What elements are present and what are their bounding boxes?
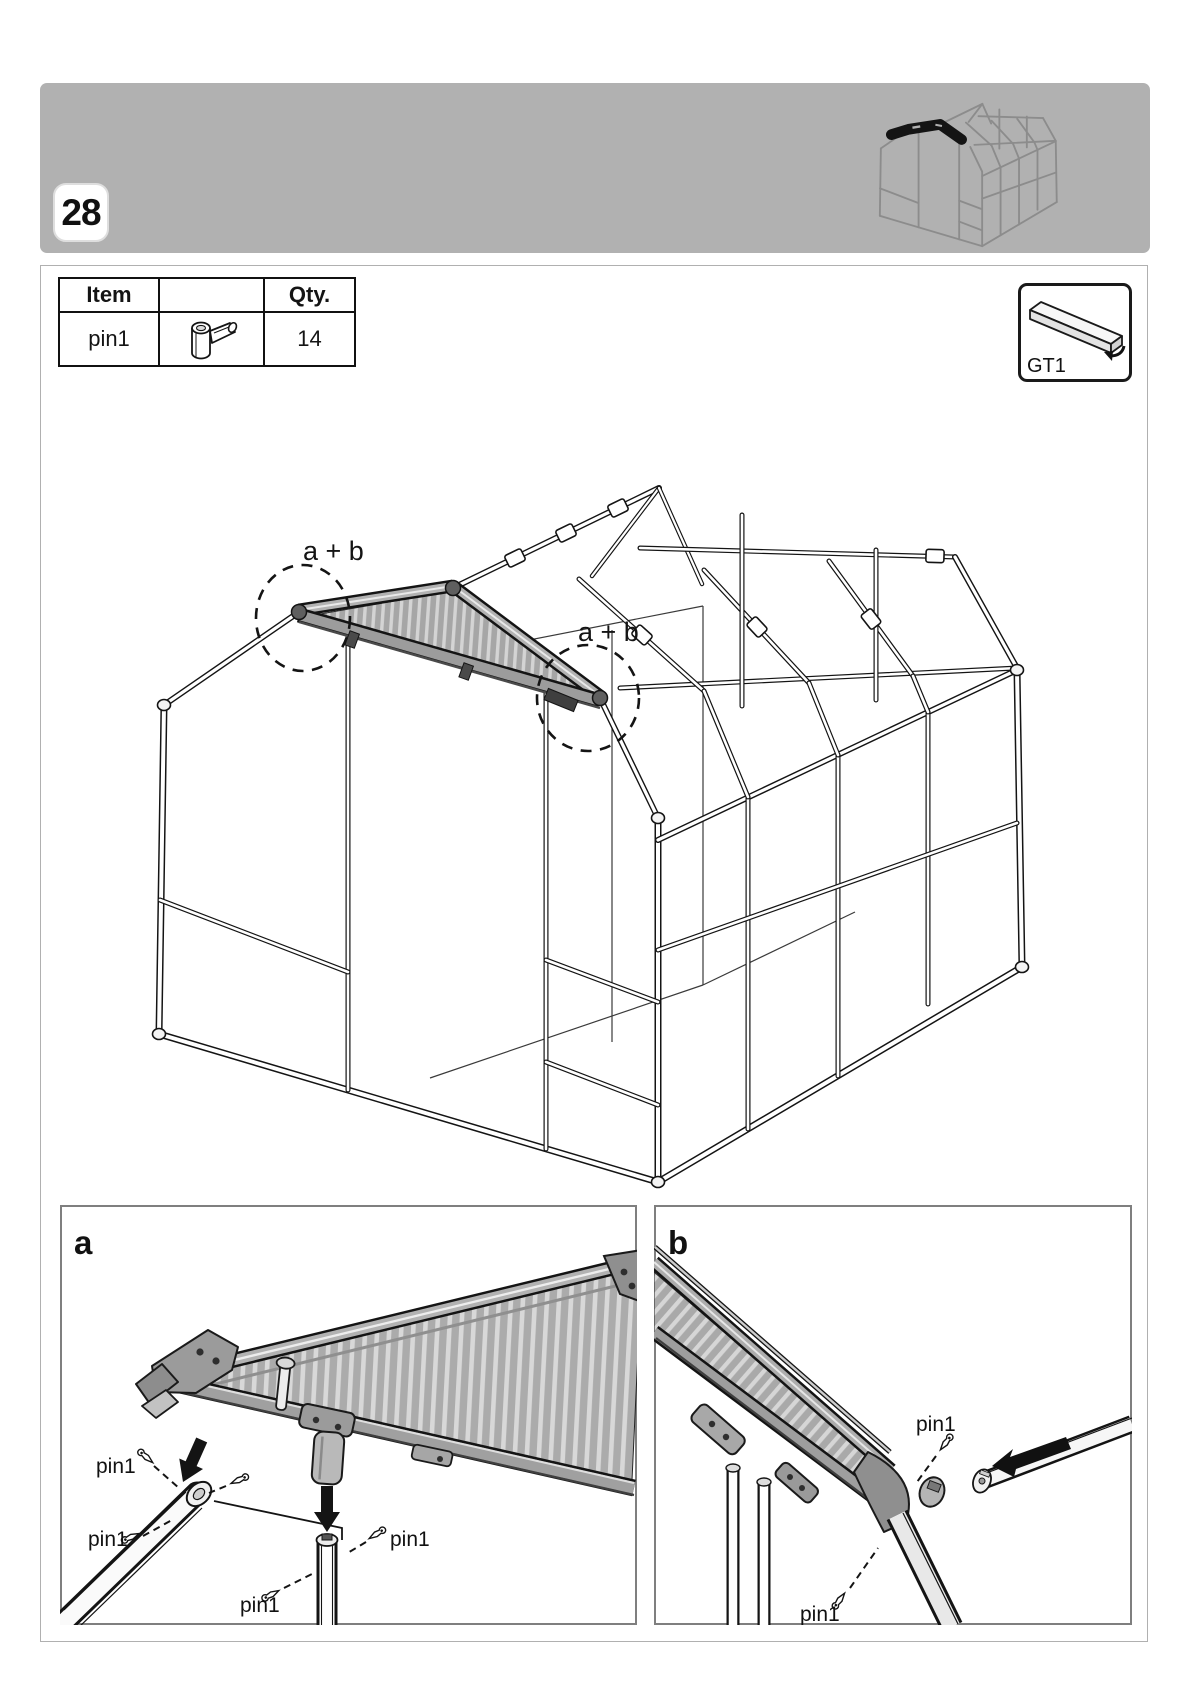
table-header-item: Item	[60, 279, 160, 313]
pin-glyph	[367, 1526, 386, 1541]
gable-roof-panel	[292, 581, 608, 712]
pin-label: pin1	[88, 1528, 128, 1551]
panel-label-a: a	[74, 1224, 93, 1261]
down-arrow	[314, 1486, 340, 1532]
table-cell-qty: 14	[297, 326, 322, 351]
pin-label: pin1	[916, 1413, 956, 1436]
pin-label: pin1	[240, 1594, 280, 1617]
pin-glyph	[230, 1473, 250, 1487]
down-arrow	[171, 1435, 213, 1488]
pin-label: pin1	[96, 1455, 136, 1478]
pin-label: pin1	[390, 1528, 430, 1551]
panel-b-illustration	[654, 1205, 1132, 1625]
table-header-qty: Qty.	[265, 279, 354, 313]
pin-label: pin1	[800, 1603, 840, 1625]
panel-label-b: b	[668, 1224, 689, 1261]
tool-box-label: GT1	[1027, 355, 1066, 377]
callout-label-left: a + b	[303, 536, 364, 566]
panel-a-illustration	[60, 1205, 637, 1625]
step-number: 28	[61, 191, 101, 233]
callout-label-right: a + b	[578, 617, 639, 647]
greenhouse-frame	[153, 488, 1029, 1188]
table-cell-item: pin1	[60, 313, 160, 365]
pin-glyph	[136, 1448, 154, 1465]
